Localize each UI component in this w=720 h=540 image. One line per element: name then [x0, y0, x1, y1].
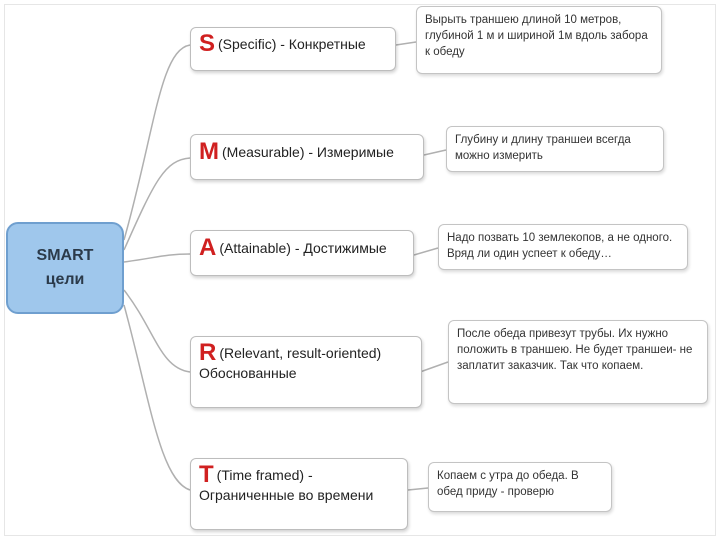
note-specific: Вырыть траншею длиной 10 метров, глубиной 1 м и шириной 1м вдоль забора к обеду: [416, 6, 662, 74]
connector-s-note: [396, 42, 416, 45]
smart-goals-root-node: [6, 222, 124, 314]
node-letter: S: [199, 30, 216, 57]
connector-root-t: [124, 305, 190, 490]
node-letter: A: [199, 234, 217, 261]
node-time-framed: [190, 458, 408, 530]
node-attainable: [190, 230, 414, 276]
note-time-framed: Копаем с утра до обеда. В обед приду - проверю: [428, 462, 612, 512]
connector-root-r: [124, 290, 190, 372]
note-measurable: Глубину и длину траншеи всегда можно измерить: [446, 126, 664, 172]
connector-root-a: [124, 254, 190, 262]
node-specific: [190, 27, 396, 71]
node-letter: T: [199, 461, 214, 488]
note-attainable: Надо позвать 10 землекопов, а не одного. Вряд ли один успеет к обеду…: [438, 224, 688, 270]
node-measurable: [190, 134, 424, 180]
node-label: (Specific) - Конкретные: [218, 36, 366, 52]
note-relevant: После обеда привезут трубы. Их нужно положить в траншею. Не будет траншеи- не заплатит заказчик. Так что копаем.: [448, 320, 708, 404]
root-subtitle: цели: [45, 271, 85, 288]
root-title: SMART: [36, 247, 94, 264]
node-label: (Time framed) - Ограниченные во времени: [199, 467, 374, 503]
connector-r-note: [420, 362, 448, 372]
connector-a-note: [414, 248, 438, 255]
node-letter: R: [199, 339, 217, 366]
node-label: (Measurable) - Измеримые: [222, 144, 394, 160]
node-label: (Relevant, result-oriented) Обоснованные: [199, 345, 382, 381]
node-letter: M: [199, 138, 219, 165]
node-label: (Attainable) - Достижимые: [219, 240, 387, 256]
node-relevant: [190, 336, 422, 408]
connector-root-s: [124, 45, 190, 240]
connector-m-note: [424, 150, 446, 155]
connector-t-note: [408, 488, 428, 490]
